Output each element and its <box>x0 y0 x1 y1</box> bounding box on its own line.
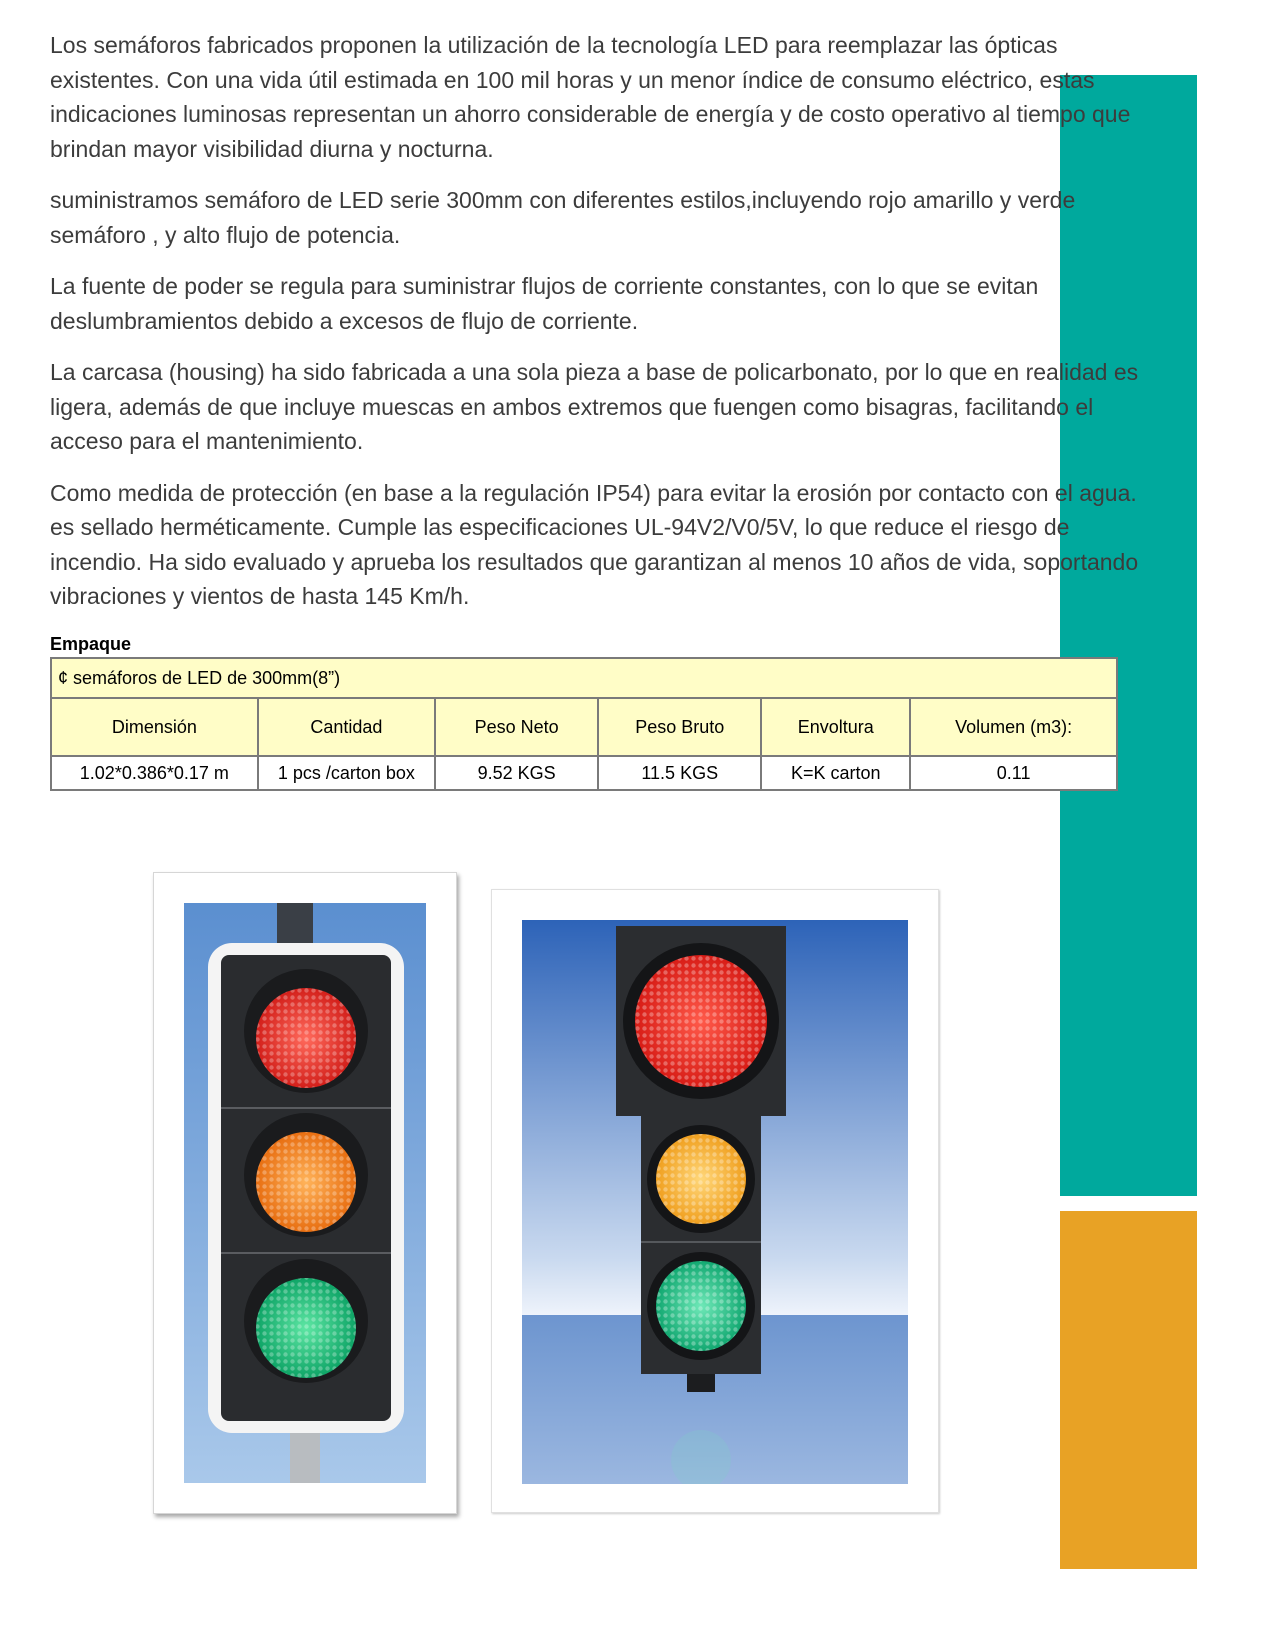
paragraph-2: suministramos semáforo de LED serie 300mm con diferentes estilos,incluyendo rojo amarillo y verde semáforo , y alto flujo de potencia. <box>50 187 1076 248</box>
paragraph-4: La carcasa (housing) ha sido fabricada a una sola pieza a base de policarbonato, por lo que en realidad es ligera, además de que incluye muescas en ambos extremos que fuengen como bisagras, facilitando el acceso para el mantenimiento. <box>50 359 1139 454</box>
header-cell: Cantidad <box>258 698 435 756</box>
value-cell: 9.52 KGS <box>435 756 598 790</box>
table-header-row <box>51 698 1117 756</box>
value-cell: K=K carton <box>761 756 910 790</box>
header-cell: Envoltura <box>761 698 910 756</box>
header-cell: Dimensión <box>51 698 258 756</box>
paragraph-5: Como medida de protección (en base a la regulación IP54) para evitar la erosión por contacto con el agua. es sellado herméticamente. Cumple las especificaciones UL-94V2/V0/5V, lo que reduce el riesgo de incendio. Ha sido evaluado y aprueba los resultados que garantizan al menos 10 años de vida, soportando vibraciones y vientos de hasta 145 Km/h. <box>50 479 1139 609</box>
body-text <box>50 28 1150 631</box>
header-cell: Peso Neto <box>435 698 598 756</box>
traffic-light-image-right <box>522 920 908 1484</box>
value-cell: 1 pcs /carton box <box>258 756 435 790</box>
value-cell: 1.02*0.386*0.17 m <box>51 756 258 790</box>
value-cell: 11.5 KGS <box>598 756 761 790</box>
value-cell: 0.11 <box>910 756 1117 790</box>
paragraph-3: La fuente de poder se regula para suministrar flujos de corriente constantes, con lo que se evitan deslumbramientos debido a excesos de flujo de corriente. <box>50 273 1039 334</box>
header-cell: Volumen (m3): <box>910 698 1117 756</box>
table-row <box>51 756 1117 790</box>
packaging-caption: ¢ semáforos de LED de 300mm(8”) <box>51 658 1117 698</box>
packaging-title: Empaque <box>50 634 132 654</box>
traffic-light-photo-left <box>153 872 457 1514</box>
paragraph-1: Los semáforos fabricados proponen la utilización de la tecnología LED para reemplazar las ópticas existentes. Con una vida útil estimada en 100 mil horas y un menor índice de consumo eléctrico, estas indicaciones luminosas representan un ahorro considerable de energía y de costo operativo al tiempo que brindan mayor visibilidad diurna y nocturna. <box>50 32 1131 162</box>
packaging-table <box>50 657 1118 791</box>
traffic-light-photo-right <box>491 889 939 1513</box>
header-cell: Peso Bruto <box>598 698 761 756</box>
traffic-light-image-left <box>184 903 426 1483</box>
decorative-orange-bar <box>1060 1211 1197 1569</box>
